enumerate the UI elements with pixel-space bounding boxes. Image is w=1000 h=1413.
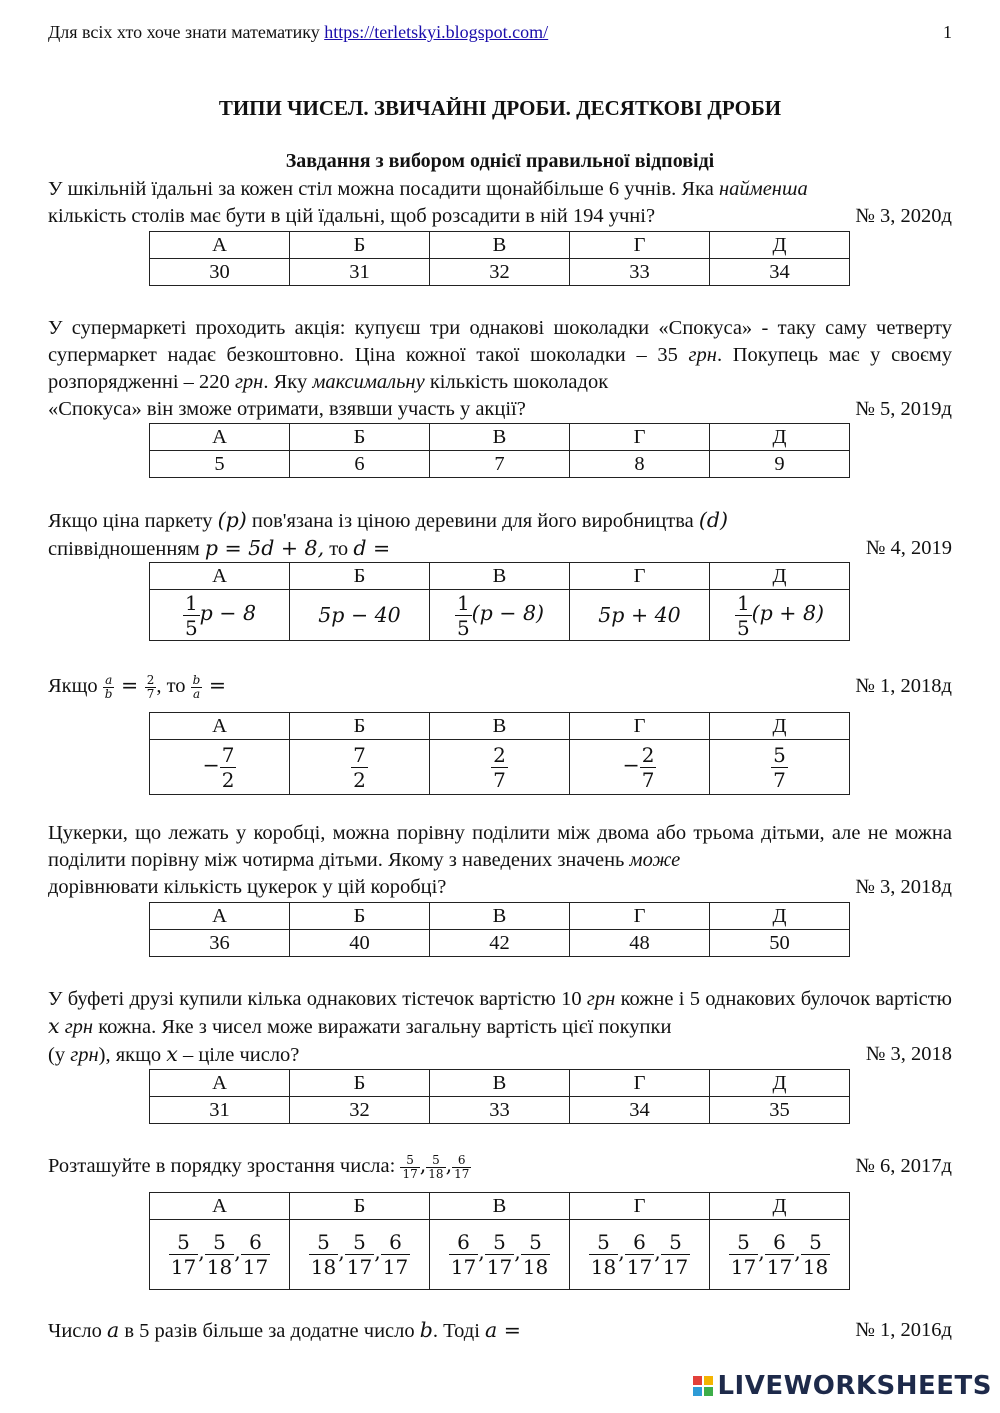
question-ref: № 1, 2016д (855, 1319, 952, 1341)
answer-letter: Б (290, 563, 430, 590)
numerator: 5 (589, 1230, 618, 1255)
minus-sign: − (622, 752, 640, 777)
section-subtitle: Завдання з вибором однієї правильної відповіді (285, 150, 715, 172)
answer-letter: Д (710, 713, 850, 740)
page-title: ТИПИ ЧИСЕЛ. ЗВИЧАЙНІ ДРОБИ. ДЕСЯТКОВІ ДРОБИ (218, 96, 782, 120)
answer-option[interactable] (710, 740, 850, 795)
numerator: 5 (729, 1230, 758, 1255)
question-3: Якщо ціна паркету (p) пов'язана із ціною деревини для його виробництва (d) співвідношенням p = 5d + 8, то d = № 4, 2019 (48, 507, 952, 563)
answer-option[interactable] (150, 740, 290, 795)
answer-letter: А (150, 1193, 290, 1220)
answer-letter: Г (570, 1193, 710, 1220)
numerator: 5 (521, 1230, 550, 1255)
denominator: 18 (206, 1255, 233, 1279)
numerator: 6 (381, 1230, 410, 1255)
fraction (449, 1230, 478, 1279)
comma: , (198, 1240, 205, 1265)
denominator: 17 (382, 1255, 409, 1279)
question-2: У супермаркеті проходить акція: купуєш три однакові шоколадки «Спокуса» - таку саму четверту супермаркет надає безкоштовно. Ціна кожної такої шоколадки – 35 грн. Покупець має у своєму розпорядженні – 220 грн. Яку максимальну кількість шоколадок «Спокуса» він зможе отримати, взявши участь у акції? № 5, 2019д (48, 315, 952, 423)
numerator: 5 (345, 1230, 374, 1255)
answer-option[interactable]: 6 (290, 451, 430, 478)
minus-sign: − (202, 752, 220, 777)
denominator: 17 (450, 1255, 477, 1279)
answer-letter: Д (710, 1070, 850, 1097)
fraction (426, 1154, 445, 1181)
question-6: У буфеті друзі купили кілька однакових тістечок вартістю 10 грн кожне і 5 однакових булочок вартістю x грн кожна. Яке з чисел може виражати загальну вартість цієї покупки (у грн), якщо x – ціле число? № 3, 2018 (48, 986, 952, 1069)
denominator: 18 (310, 1255, 337, 1279)
fraction (241, 1230, 270, 1279)
fraction (400, 1154, 419, 1181)
answer-letter: Д (710, 563, 850, 590)
answer-letter: Г (570, 232, 710, 259)
answer-letter: Б (290, 1193, 430, 1220)
logo-mark-icon (693, 1376, 713, 1396)
fraction (589, 1230, 618, 1279)
fraction (640, 743, 657, 792)
answer-letter: Д (710, 903, 850, 930)
answer-option[interactable] (430, 740, 570, 795)
comma: , (478, 1240, 485, 1265)
question-1: У шкільній їдальні за кожен стіл можна посадити щонайбільше 6 учнів. Яка найменша кількість столів має бути в цій їдальні, щоб розсадити в ній 194 учні? № 3, 2020д (48, 176, 952, 230)
formula: (p + 8) (751, 600, 825, 625)
denominator: 5 (184, 615, 198, 640)
answer-option[interactable]: 31 (150, 1097, 290, 1124)
answer-letter: В (430, 424, 570, 451)
answer-values-row (150, 590, 850, 641)
denominator: 17 (662, 1255, 689, 1279)
answer-option[interactable] (570, 590, 710, 641)
question-7: Розташуйте в порядку зростання числа: $\frac{5}{17}$ , $\frac{5}{18}$ , $\frac{6}{17}$ № 6, 2017д (48, 1152, 952, 1181)
numerator: 2 (641, 742, 655, 767)
comma: , (234, 1240, 241, 1265)
fraction (309, 1230, 338, 1279)
answer-letter: Г (570, 1070, 710, 1097)
numerator: 7 (353, 742, 366, 767)
answer-option[interactable]: 33 (430, 1097, 570, 1124)
denominator: 2 (221, 767, 235, 792)
denominator: 17 (626, 1255, 653, 1279)
answer-letter: Б (290, 1070, 430, 1097)
answer-letters-row (150, 424, 850, 451)
answer-letter: Г (570, 424, 710, 451)
fraction (220, 743, 237, 792)
numerator: 5 (485, 1230, 514, 1255)
answer-letter: В (430, 1193, 570, 1220)
fraction (169, 1230, 198, 1279)
answer-option[interactable]: 7 (430, 451, 570, 478)
denominator: 7 (773, 767, 786, 792)
numerator: 5 (426, 1154, 445, 1168)
answer-letter: Г (570, 713, 710, 740)
numerator: 7 (221, 742, 235, 767)
answer-letter: А (150, 1070, 290, 1097)
numerator: 5 (400, 1154, 419, 1168)
denominator: 18 (802, 1255, 829, 1279)
question-ref: № 3, 2018 (865, 1043, 952, 1065)
answer-letters-row (150, 713, 850, 740)
numerator: 1 (184, 590, 198, 615)
answer-table-6 (149, 1069, 850, 1124)
answer-letter: Д (710, 232, 850, 259)
comma: , (618, 1240, 625, 1265)
header-text: Для всіх хто хоче знати математику https://terletskyi.blogspot.com/ (48, 22, 549, 42)
answer-option[interactable]: 36 (150, 930, 290, 957)
answer-letter: Г (570, 563, 710, 590)
denominator: 18 (522, 1255, 549, 1279)
answer-letter: А (150, 232, 290, 259)
fraction (455, 591, 472, 640)
answer-values-row (150, 451, 850, 478)
question-ref: № 4, 2019 (865, 537, 952, 559)
answer-option[interactable]: 42 (430, 930, 570, 957)
answer-letters-row (150, 232, 850, 259)
formula: p − 8 (199, 600, 257, 625)
answer-letter: А (150, 424, 290, 451)
numerator: 2 (493, 742, 506, 767)
fraction (771, 743, 788, 792)
answer-option[interactable]: 35 (710, 1097, 850, 1124)
answer-letters-row (150, 563, 850, 590)
liveworksheets-logo: LIVEWORKSHEETS (693, 1371, 992, 1401)
answer-table-4 (149, 712, 850, 795)
answer-option[interactable] (290, 740, 430, 795)
answer-option[interactable]: 50 (710, 930, 850, 957)
question-ref: № 6, 2017д (855, 1154, 952, 1177)
answer-values-row (150, 740, 850, 795)
fraction (381, 1230, 410, 1279)
answer-letter: А (150, 713, 290, 740)
answer-letters-row (150, 903, 850, 930)
question-8: Число a в 5 разів більше за додатне число b. Тоді a = № 1, 2016д (48, 1317, 952, 1345)
numerator: 6 (625, 1230, 654, 1255)
formula: (p − 8) (471, 600, 545, 625)
fraction (491, 743, 508, 792)
answer-table-5 (149, 902, 850, 957)
answer-option[interactable]: 40 (290, 930, 430, 957)
answer-letter: В (430, 713, 570, 740)
answer-option[interactable]: 34 (710, 259, 850, 286)
answer-letter: Г (570, 903, 710, 930)
answer-letter: В (430, 232, 570, 259)
fraction (661, 1230, 690, 1279)
denominator: 18 (428, 1166, 444, 1181)
comma: , (758, 1240, 765, 1265)
answer-option[interactable]: 31 (290, 259, 430, 286)
answer-letters-row (150, 1193, 850, 1220)
denominator: 7 (641, 767, 655, 792)
answer-option[interactable]: 32 (290, 1097, 430, 1124)
answer-table-1 (149, 231, 850, 286)
numerator: 1 (456, 590, 470, 615)
answer-option[interactable] (570, 1220, 710, 1290)
denominator: 5 (456, 615, 470, 640)
answer-option[interactable] (710, 590, 850, 641)
comma: , (419, 1153, 427, 1177)
denominator: 18 (590, 1255, 617, 1279)
page-header (48, 22, 952, 43)
question-ref: № 3, 2020д (855, 205, 952, 227)
fraction (345, 1230, 374, 1279)
fraction (205, 1230, 234, 1279)
denominator: 17 (454, 1166, 470, 1181)
answer-letter: Б (290, 903, 430, 930)
numerator: 5 (801, 1230, 830, 1255)
numerator: 6 (765, 1230, 794, 1255)
fraction (625, 1230, 654, 1279)
comma: , (654, 1240, 661, 1265)
answer-letter: В (430, 563, 570, 590)
denominator: 17 (766, 1255, 793, 1279)
answer-option[interactable]: 32 (430, 259, 570, 286)
answer-letter: Б (290, 424, 430, 451)
denominator: 17 (346, 1255, 373, 1279)
answer-letter: А (150, 903, 290, 930)
answer-letter: Б (290, 713, 430, 740)
fraction (735, 591, 752, 640)
question-ref: № 1, 2018д (855, 674, 952, 697)
comma: , (338, 1240, 345, 1265)
answer-option[interactable]: 30 (150, 259, 290, 286)
numerator: 5 (205, 1230, 234, 1255)
numerator: 5 (169, 1230, 198, 1255)
answer-option[interactable] (150, 590, 290, 641)
denominator: 17 (486, 1255, 513, 1279)
numerator: 5 (661, 1230, 690, 1255)
question-ref: № 5, 2019д (855, 398, 952, 420)
answer-letter: А (150, 563, 290, 590)
answer-values-row (150, 930, 850, 957)
fraction (765, 1230, 794, 1279)
formula: 5p − 40 (318, 602, 401, 627)
question-4: Якщо $\frac{a}{b}$ = $\frac{2}{7}$ , то $\frac{b}{a}$ = № 1, 2018д (48, 672, 952, 701)
answer-letter: Б (290, 232, 430, 259)
answer-table-7 (149, 1192, 850, 1290)
fraction (521, 1230, 550, 1279)
numerator: 5 (773, 742, 786, 767)
denominator: 17 (402, 1166, 418, 1181)
answer-option[interactable]: 34 (570, 1097, 710, 1124)
answer-values-row (150, 259, 850, 286)
comma: , (374, 1240, 381, 1265)
denominator: 17 (730, 1255, 757, 1279)
denominator: 17 (170, 1255, 197, 1279)
answer-option[interactable] (710, 1220, 850, 1290)
fraction (452, 1154, 471, 1181)
numerator: 1 (736, 590, 750, 615)
denominator: 7 (493, 767, 506, 792)
question-ref: № 3, 2018д (855, 876, 952, 898)
answer-letter: Д (710, 1193, 850, 1220)
fraction (729, 1230, 758, 1279)
comma: , (794, 1240, 801, 1265)
answer-letter: В (430, 1070, 570, 1097)
answer-option[interactable] (570, 740, 710, 795)
answer-option[interactable]: 33 (570, 259, 710, 286)
numerator: 6 (452, 1154, 471, 1168)
formula: 5p + 40 (598, 602, 681, 627)
numerator: 5 (309, 1230, 338, 1255)
answer-values-row (150, 1220, 850, 1290)
answer-option[interactable] (430, 1220, 570, 1290)
denominator: 2 (353, 767, 366, 792)
numerator: 6 (241, 1230, 270, 1255)
answer-option[interactable] (150, 1220, 290, 1290)
answer-option[interactable] (290, 590, 430, 641)
answer-option[interactable]: 48 (570, 930, 710, 957)
question-5: Цукерки, що лежать у коробці, можна порівну поділити між двома або трьома дітьми, але не можна поділити порівну між чотирма дітьми. Якому з наведених значень може дорівнювати кількість цукерок у цій коробці? № 3, 2018д (48, 820, 952, 901)
denominator: 5 (736, 615, 750, 640)
fraction (183, 591, 200, 640)
page-number: 1 (943, 22, 952, 42)
answer-letter: В (430, 903, 570, 930)
fraction (801, 1230, 830, 1279)
comma: , (514, 1240, 521, 1265)
fraction (485, 1230, 514, 1279)
answer-values-row (150, 1097, 850, 1124)
blog-link[interactable]: https://terletskyi.blogspot.com/ (324, 22, 549, 42)
answer-letter: Д (710, 424, 850, 451)
answer-option[interactable]: 5 (150, 451, 290, 478)
comma: , (445, 1153, 453, 1177)
answer-table-2 (149, 423, 850, 478)
fraction (351, 743, 368, 792)
answer-table-3 (149, 562, 850, 641)
answer-option[interactable] (430, 590, 570, 641)
denominator: 17 (242, 1255, 269, 1279)
answer-option[interactable] (290, 1220, 430, 1290)
answer-option[interactable]: 9 (710, 451, 850, 478)
answer-letters-row (150, 1070, 850, 1097)
answer-option[interactable]: 8 (570, 451, 710, 478)
numerator: 6 (449, 1230, 478, 1255)
